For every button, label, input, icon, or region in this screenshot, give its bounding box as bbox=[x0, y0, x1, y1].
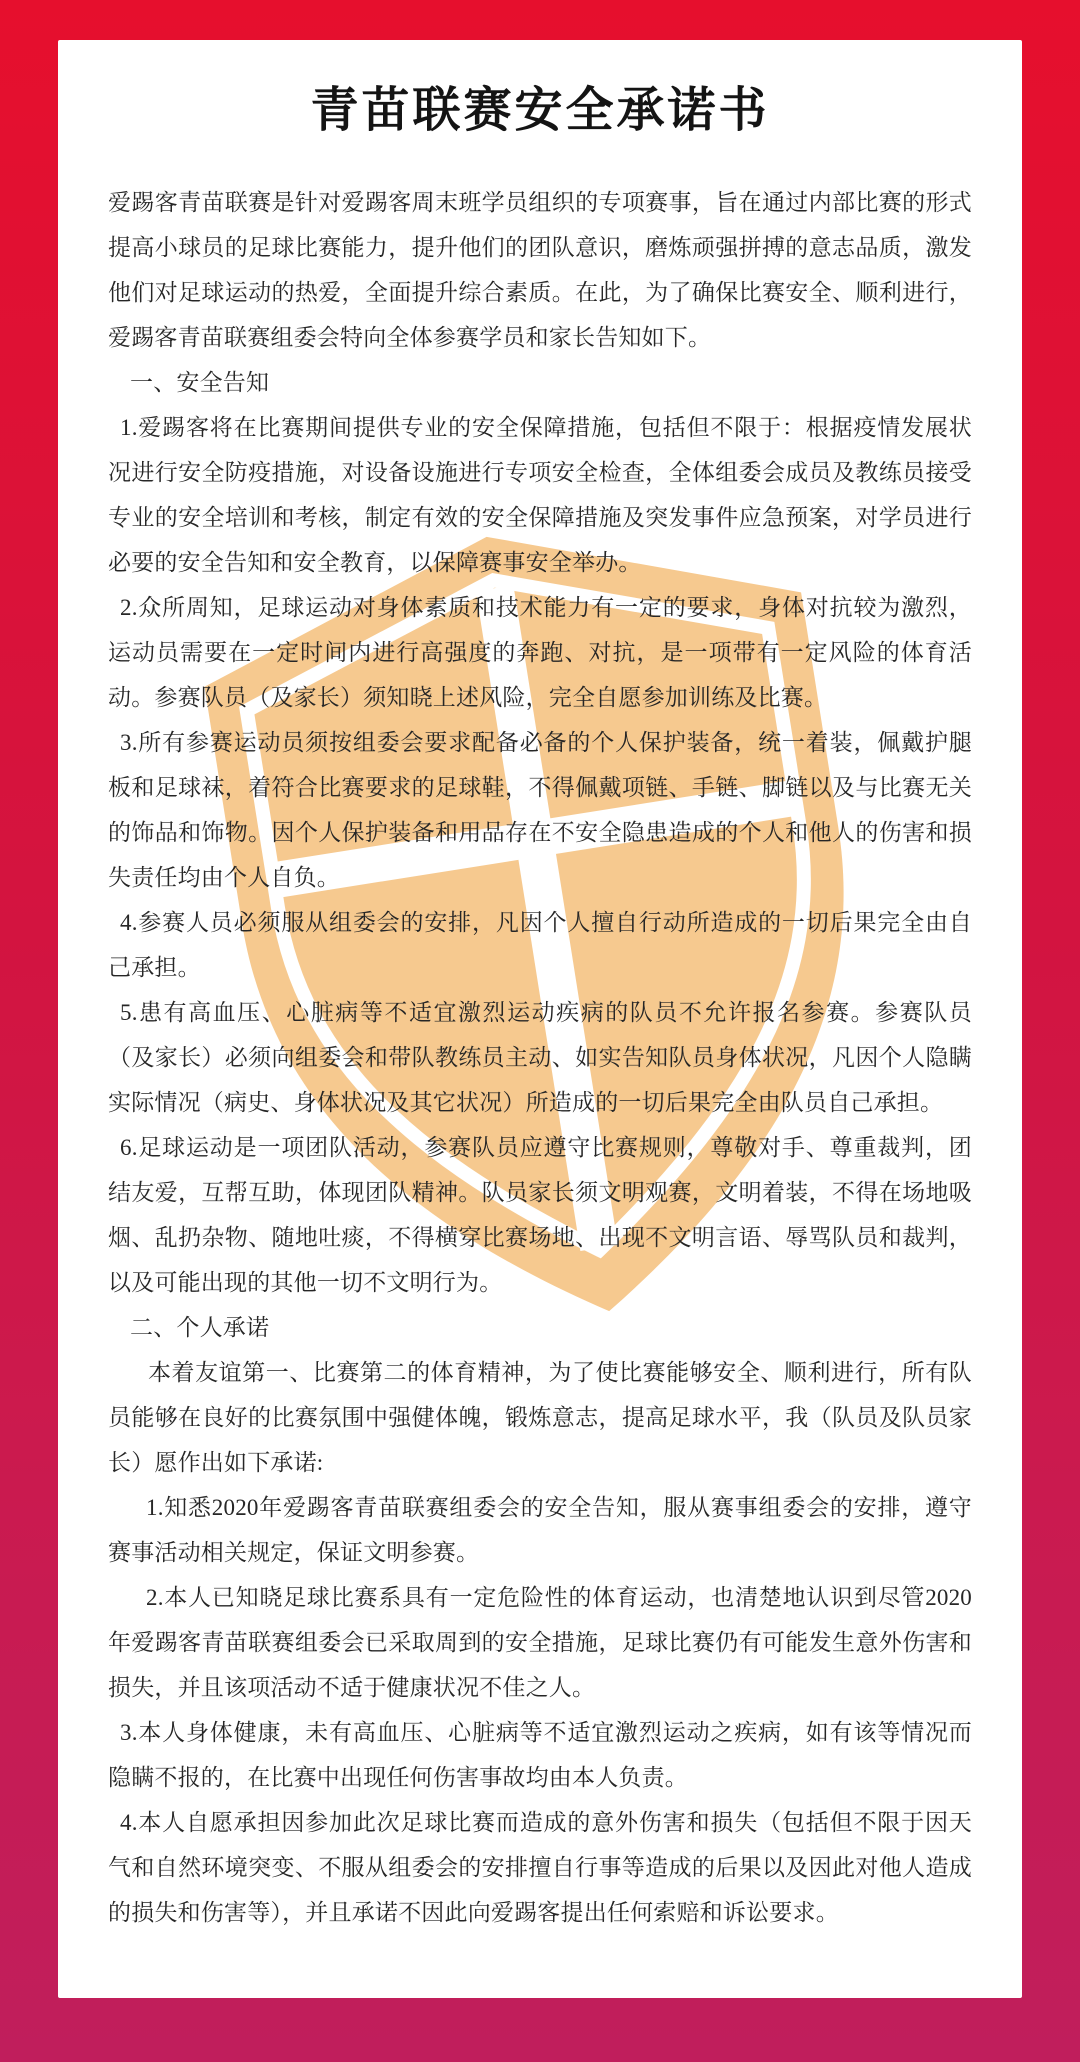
document-content bbox=[58, 40, 1022, 1935]
pledge-item-4: 4.本人自愿承担因参加此次足球比赛而造成的意外伤害和损失（包括但不限于因天气和自然环境突变、不服从组委会的安排擅自行事等造成的后果以及因此对他人造成的损失和伤害等），并且承诺不因此向爱踢客提出任何索赔和诉讼要求。 bbox=[108, 1810, 972, 1925]
section-1-heading: 一、安全告知 bbox=[130, 370, 270, 395]
notice-item-3: 3.所有参赛运动员须按组委会要求配备必备的个人保护装备，统一着装，佩戴护腿板和足球袜，着符合比赛要求的足球鞋，不得佩戴项链、手链、脚链以及与比赛无关的饰品和饰物。因个人保护装备和用品存在不安全隐患造成的个人和他人的伤害和损失责任均由个人自负。 bbox=[108, 730, 972, 890]
pledge-item-2: 2.本人已知晓足球比赛系具有一定危险性的体育运动，也清楚地认识到尽管2020年爱踢客青苗联赛组委会已采取周到的安全措施，足球比赛仍有可能发生意外伤害和损失，并且该项活动不适于健康状况不佳之人。 bbox=[108, 1585, 972, 1700]
pledge-item-3: 3.本人身体健康，未有高血压、心脏病等不适宜激烈运动之疾病，如有该等情况而隐瞒不报的，在比赛中出现任何伤害事故均由本人负责。 bbox=[108, 1720, 972, 1790]
notice-item-2: 2.众所周知，足球运动对身体素质和技术能力有一定的要求，身体对抗较为激烈，运动员需要在一定时间内进行高强度的奔跑、对抗，是一项带有一定风险的体育活动。参赛队员（及家长）须知晓上述风险，完全自愿参加训练及比赛。 bbox=[108, 595, 972, 710]
notice-item-1: 1.爱踢客将在比赛期间提供专业的安全保障措施，包括但不限于：根据疫情发展状况进行安全防疫措施，对设备设施进行专项安全检查，全体组委会成员及教练员接受专业的安全培训和考核，制定有效的安全保障措施及突发事件应急预案，对学员进行必要的安全告知和安全教育，以保障赛事安全举办。 bbox=[108, 415, 972, 575]
notice-item-5: 5.患有高血压、心脏病等不适宜激烈运动疾病的队员不允许报名参赛。参赛队员（及家长）必须向组委会和带队教练员主动、如实告知队员身体状况，凡因个人隐瞒实际情况（病史、身体状况及其它状况）所造成的一切后果完全由队员自己承担。 bbox=[108, 1000, 972, 1115]
pledge-item-1: 1.知悉2020年爱踢客青苗联赛组委会的安全告知，服从赛事组委会的安排，遵守赛事活动相关规定，保证文明参赛。 bbox=[108, 1495, 972, 1565]
pledge-intro: 本着友谊第一、比赛第二的体育精神，为了使比赛能够安全、顺利进行，所有队员能够在良好的比赛氛围中强健体魄，锻炼意志，提高足球水平，我（队员及队员家长）愿作出如下承诺: bbox=[108, 1360, 972, 1475]
document-card bbox=[58, 40, 1022, 1998]
section-2-heading: 二、个人承诺 bbox=[130, 1315, 270, 1340]
intro-paragraph: 爱踢客青苗联赛是针对爱踢客周末班学员组织的专项赛事，旨在通过内部比赛的形式提高小球员的足球比赛能力，提升他们的团队意识，磨炼顽强拼搏的意志品质，激发他们对足球运动的热爱，全面提升综合素质。在此，为了确保比赛安全、顺利进行，爱踢客青苗联赛组委会特向全体参赛学员和家长告知如下。 bbox=[108, 190, 972, 350]
notice-item-4: 4.参赛人员必须服从组委会的安排，凡因个人擅自行动所造成的一切后果完全由自己承担。 bbox=[108, 910, 972, 980]
document-title: 青苗联赛安全承诺书 bbox=[310, 84, 770, 137]
notice-item-6: 6.足球运动是一项团队活动，参赛队员应遵守比赛规则，尊敬对手、尊重裁判，团结友爱，互帮互助，体现团队精神。队员家长须文明观赛，文明着装，不得在场地吸烟、乱扔杂物、随地吐痰，不得横穿比赛场地、出现不文明言语、辱骂队员和裁判，以及可能出现的其他一切不文明行为。 bbox=[108, 1135, 972, 1295]
